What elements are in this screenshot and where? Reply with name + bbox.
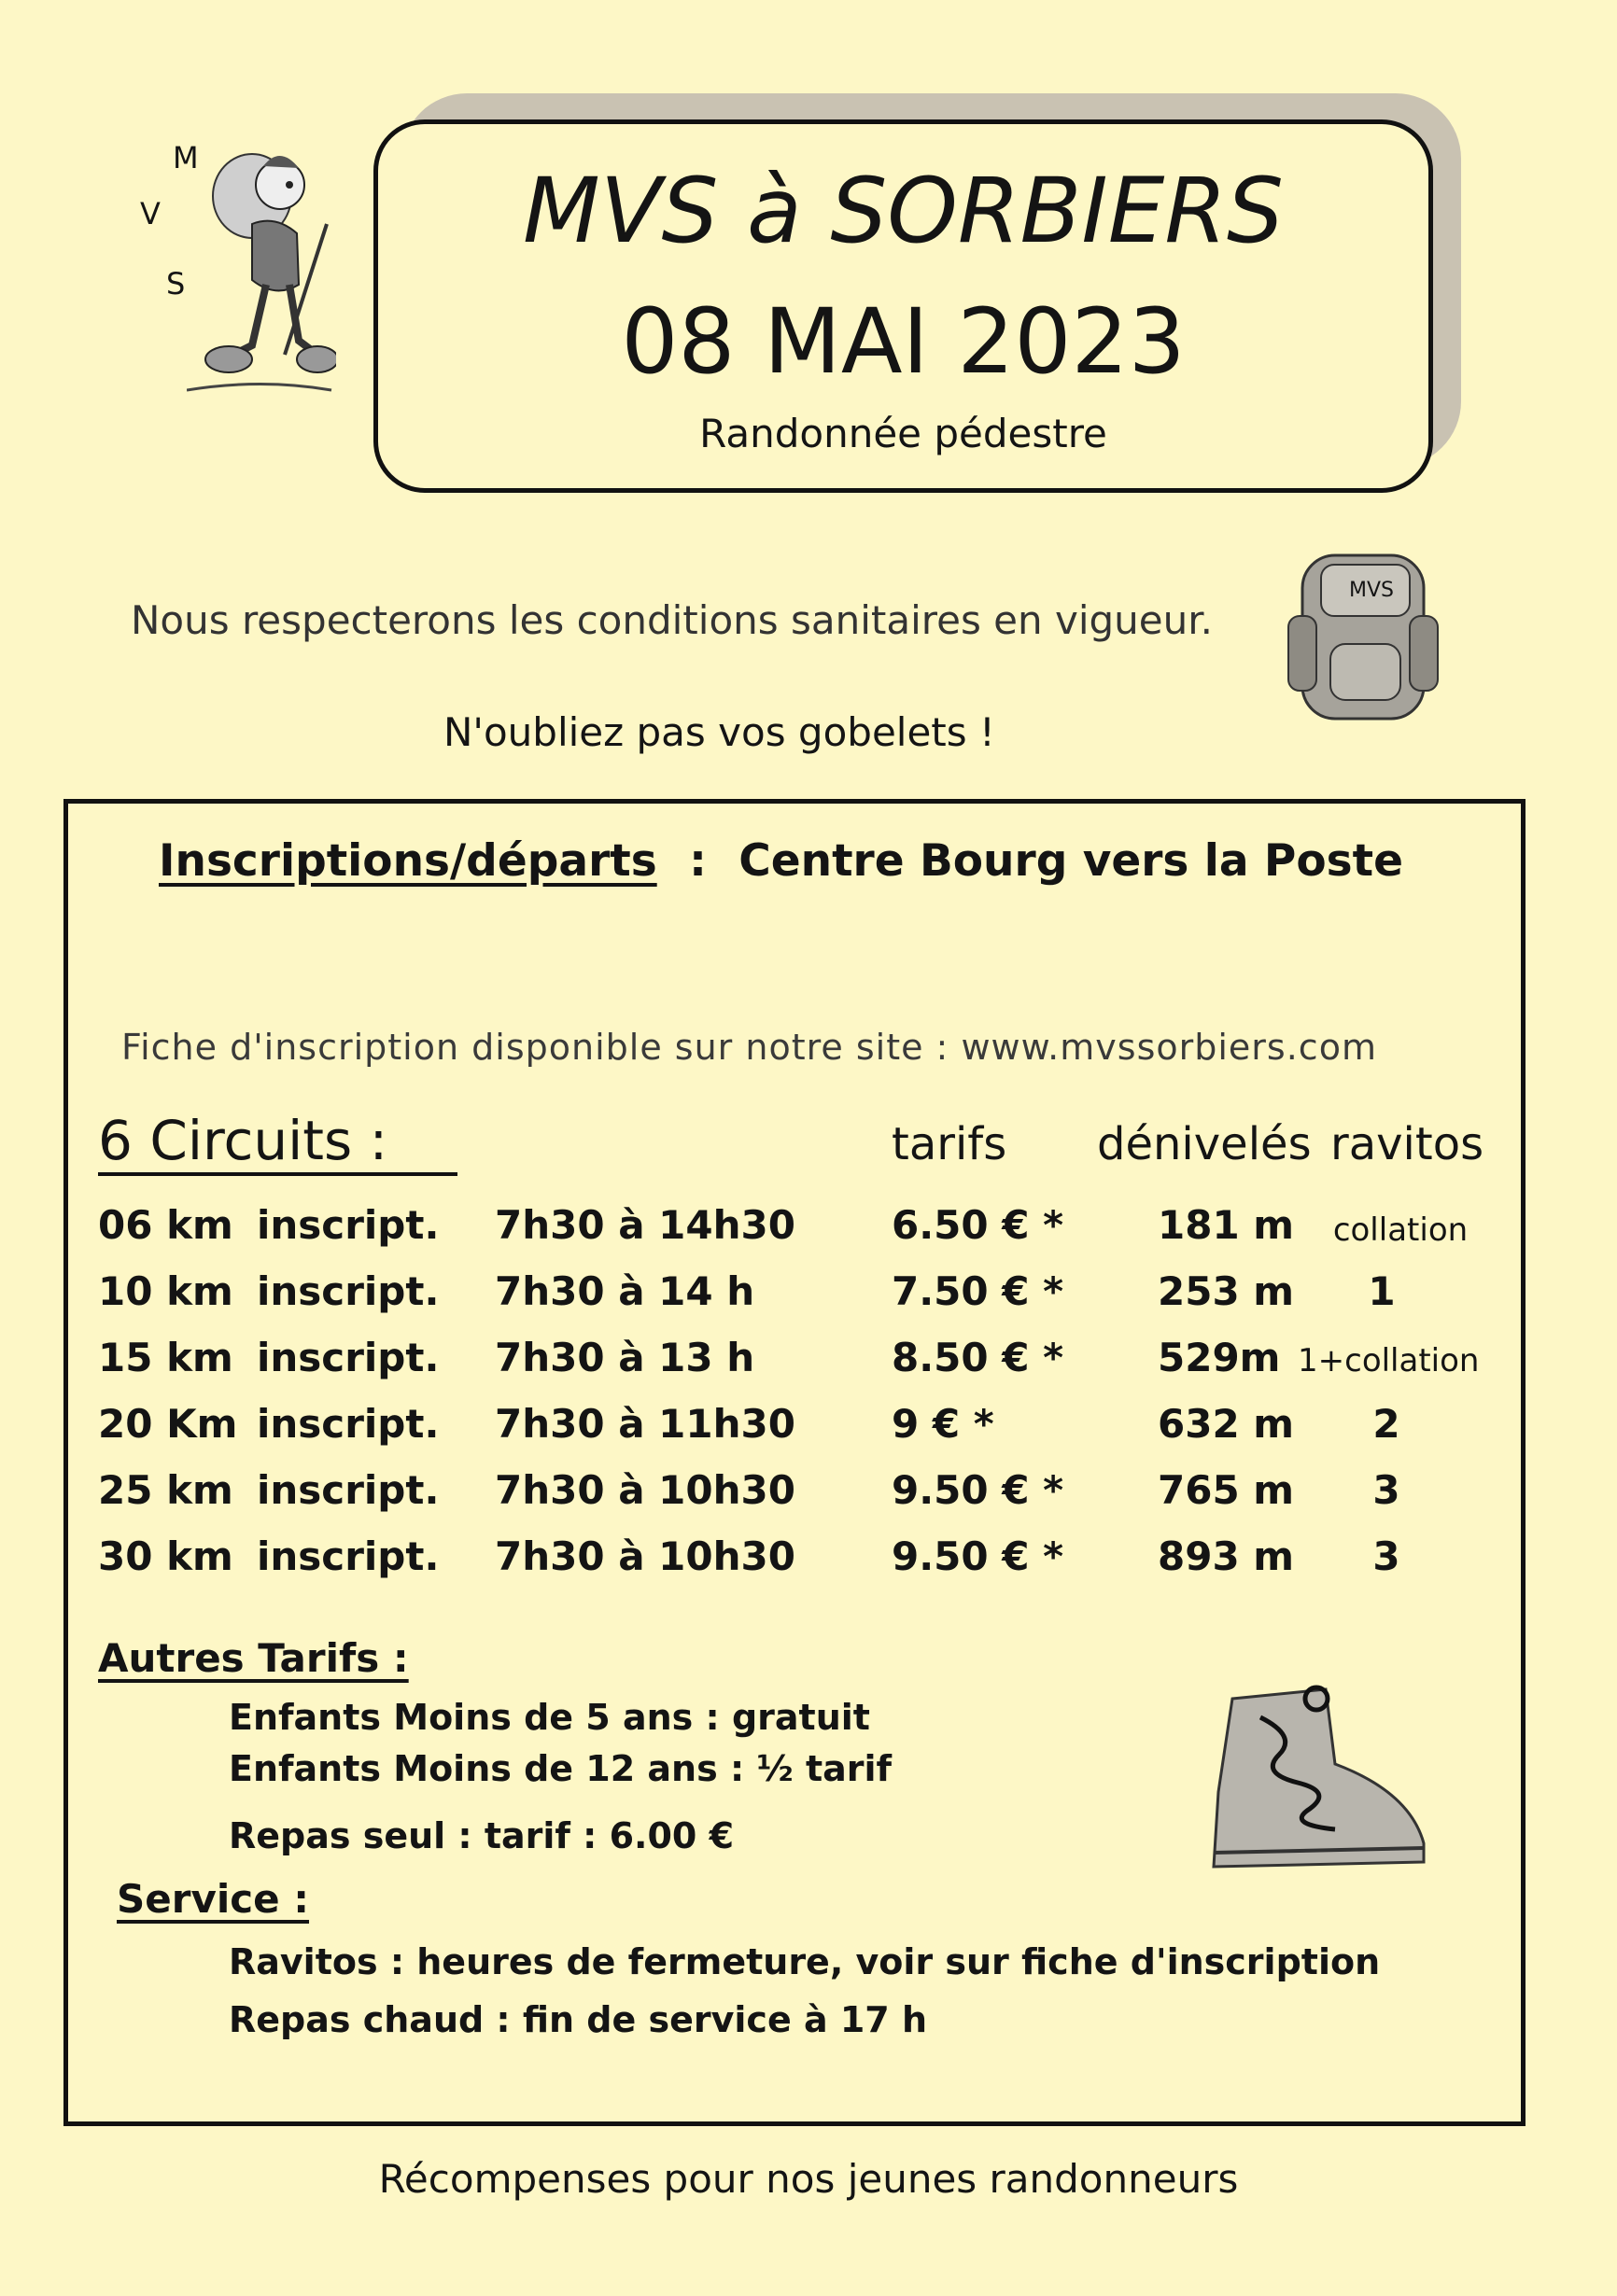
rate-line: Enfants Moins de 12 ans : ½ tarif — [229, 1748, 893, 1789]
circuit-hours: 7h30 à 11h30 — [495, 1401, 795, 1447]
inscriptions-line — [159, 835, 1403, 887]
footer-rewards: Récompenses pour nos jeunes randonneurs — [378, 2156, 1239, 2202]
circuit-ravitos: 1 — [1368, 1268, 1396, 1314]
rate-line: Repas seul : tarif : 6.00 € — [229, 1815, 735, 1856]
hiker-mascot-icon — [187, 131, 336, 401]
logo-letter-s: S — [166, 266, 186, 301]
circuit-ravitos: 2 — [1372, 1401, 1400, 1447]
circuit-elevation: 632 m — [1158, 1401, 1295, 1447]
header-tarifs: tarifs — [892, 1118, 1007, 1170]
circuit-elevation: 529m — [1158, 1335, 1281, 1380]
circuit-inscription: inscript. — [257, 1335, 440, 1380]
circuit-row — [0, 1335, 1617, 1400]
other-rates-title: Autres Tarifs : — [98, 1635, 409, 1681]
circuit-inscription: inscript. — [257, 1268, 440, 1314]
event-title: MVS à SORBIERS — [523, 159, 1284, 263]
service-title: Service : — [117, 1876, 310, 1922]
backpack-label: MVS — [1349, 579, 1394, 602]
rate-line: Enfants Moins de 5 ans : gratuit — [229, 1697, 870, 1738]
circuit-ravitos: 1+collation — [1298, 1342, 1480, 1379]
circuit-row — [0, 1467, 1617, 1533]
inscriptions-label: Inscriptions/départs — [159, 835, 657, 887]
circuit-hours: 7h30 à 14h30 — [495, 1202, 795, 1248]
circuit-row — [0, 1401, 1617, 1466]
circuit-distance: 10 km — [98, 1268, 233, 1314]
circuit-ravitos: collation — [1332, 1211, 1469, 1249]
inscriptions-separator: : — [689, 835, 707, 887]
service-line: Ravitos : heures de fermeture, voir sur fiche d'inscription — [229, 1941, 1381, 1982]
circuit-elevation: 893 m — [1158, 1533, 1295, 1579]
circuit-price: 7.50 € * — [892, 1268, 1064, 1314]
logo-letter-v: V — [140, 196, 161, 231]
circuit-price: 9.50 € * — [892, 1533, 1064, 1579]
circuit-elevation: 253 m — [1158, 1268, 1295, 1314]
sanitary-notice: Nous respecterons les conditions sanitaires en vigueur. — [131, 597, 1214, 643]
circuit-price: 6.50 € * — [892, 1202, 1064, 1248]
circuit-elevation: 765 m — [1158, 1467, 1295, 1513]
event-date: 08 MAI 2023 — [621, 289, 1186, 394]
circuit-price: 9 € * — [892, 1401, 994, 1447]
circuits-title-underline — [98, 1172, 457, 1176]
circuit-distance: 30 km — [98, 1533, 233, 1579]
circuit-price: 9.50 € * — [892, 1467, 1064, 1513]
circuit-hours: 7h30 à 13 h — [495, 1335, 755, 1380]
circuit-distance: 15 km — [98, 1335, 233, 1380]
logo-letter-m: M — [173, 140, 199, 175]
circuit-distance: 25 km — [98, 1467, 233, 1513]
mvs-logo — [103, 121, 336, 401]
circuit-distance: 06 km — [98, 1202, 233, 1248]
circuit-hours: 7h30 à 10h30 — [495, 1533, 795, 1579]
circuit-hours: 7h30 à 10h30 — [495, 1467, 795, 1513]
circuit-elevation: 181 m — [1158, 1202, 1295, 1248]
service-line: Repas chaud : fin de service à 17 h — [229, 1999, 927, 2040]
circuit-ravitos: 3 — [1372, 1533, 1400, 1579]
circuit-inscription: inscript. — [257, 1401, 440, 1447]
event-subtitle: Randonnée pédestre — [699, 411, 1107, 456]
cups-reminder: N'oubliez pas vos gobelets ! — [443, 709, 995, 755]
circuit-row — [0, 1202, 1617, 1267]
registration-form-note: Fiche d'inscription disponible sur notre site : www.mvssorbiers.com — [121, 1027, 1377, 1068]
hiking-boot-icon — [1195, 1680, 1438, 1876]
circuit-ravitos: 3 — [1372, 1467, 1400, 1513]
circuit-row — [0, 1533, 1617, 1599]
inscriptions-location: Centre Bourg vers la Poste — [738, 835, 1403, 887]
circuit-price: 8.50 € * — [892, 1335, 1064, 1380]
circuit-inscription: inscript. — [257, 1202, 440, 1248]
circuit-inscription: inscript. — [257, 1533, 440, 1579]
circuit-distance: 20 Km — [98, 1401, 238, 1447]
backpack-illustration — [1279, 541, 1447, 728]
circuit-row — [0, 1268, 1617, 1334]
circuit-hours: 7h30 à 14 h — [495, 1268, 755, 1314]
circuit-inscription: inscript. — [257, 1467, 440, 1513]
header-ravitos: ravitos — [1330, 1118, 1484, 1170]
circuits-title: 6 Circuits : — [98, 1109, 388, 1172]
header-deniveles: dénivelés — [1097, 1118, 1312, 1170]
backpack-icon — [1279, 541, 1447, 728]
